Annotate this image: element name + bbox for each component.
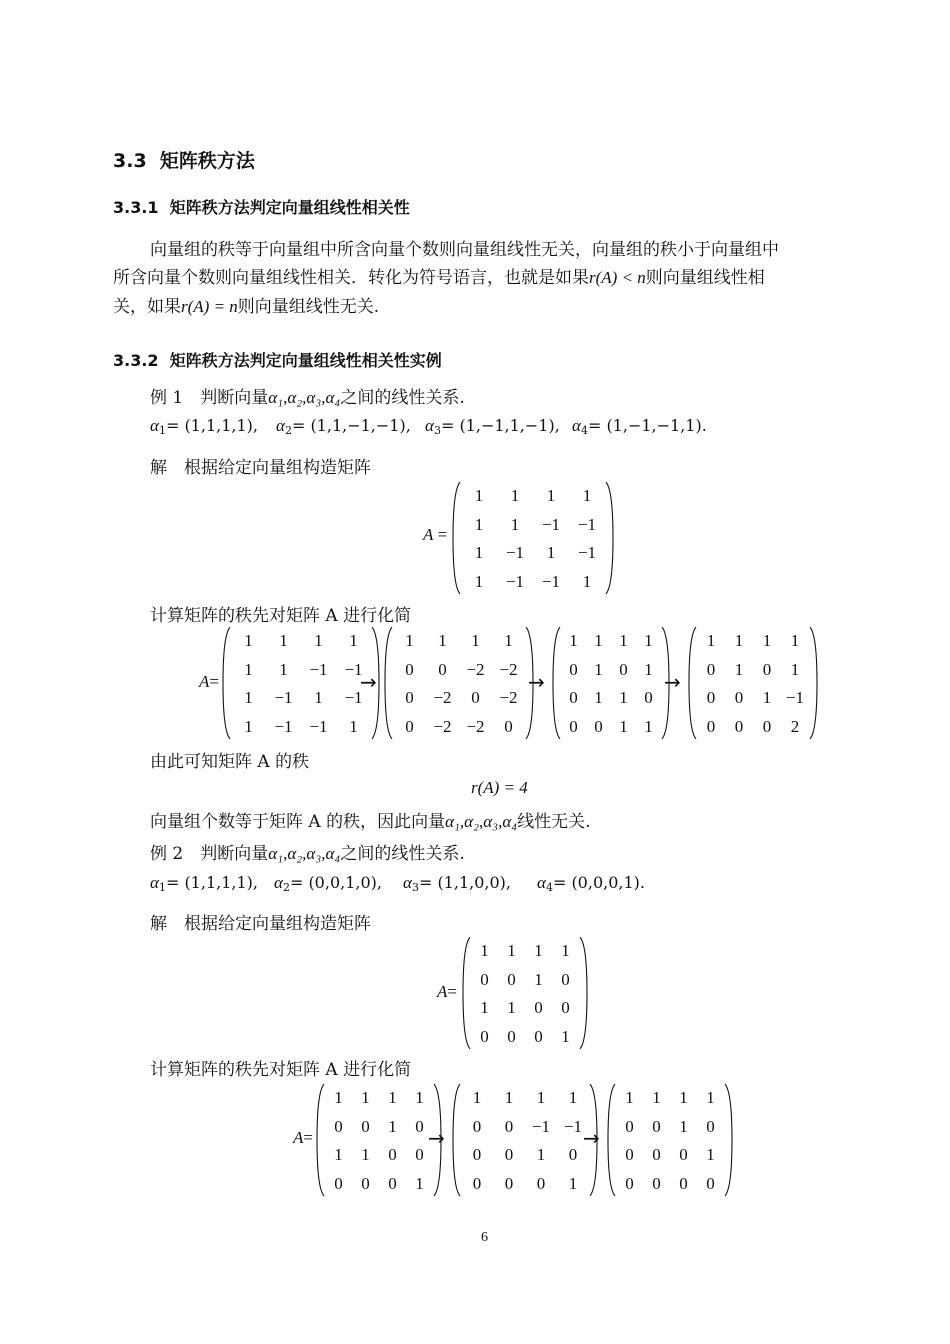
vector-vars: α₁,α₂,α₃,α₄ bbox=[268, 844, 341, 863]
ex1-vector-4: $\alpha_4= (1,-1,-1,1)$. bbox=[572, 416, 707, 437]
matrix-cell: 0 bbox=[706, 1173, 715, 1193]
matrix-cell: −1 bbox=[344, 659, 363, 679]
matrix-cell: 0 bbox=[334, 1116, 343, 1136]
matrix-grid bbox=[471, 936, 579, 1050]
matrix-grid bbox=[325, 1083, 433, 1197]
matrix-cell: 1 bbox=[474, 571, 484, 591]
matrix-cell: −1 bbox=[577, 514, 597, 534]
left-paren bbox=[452, 481, 461, 595]
matrix-cell: 1 bbox=[561, 1026, 570, 1046]
matrix-cell: 1 bbox=[534, 941, 543, 960]
subsection-number: 3.3.2 bbox=[113, 351, 159, 370]
matrix-cell: 1 bbox=[472, 1088, 482, 1107]
matrix-cell: −2 bbox=[433, 688, 452, 707]
matrix-grid bbox=[393, 626, 525, 740]
matrix-label: A = bbox=[423, 525, 448, 544]
matrix-cell: −1 bbox=[309, 716, 328, 736]
matrix-cell: 1 bbox=[594, 688, 603, 707]
example-1-heading bbox=[150, 384, 465, 412]
matrix-cell: 1 bbox=[619, 716, 628, 736]
matrix-cell: −1 bbox=[563, 1116, 583, 1136]
example-2-heading bbox=[150, 840, 465, 868]
matrix-grid bbox=[461, 1083, 589, 1197]
matrix-cell: 0 bbox=[405, 659, 414, 679]
ex1-vector-2: $\alpha_2= (1,1,-1,-1)$, bbox=[276, 416, 411, 437]
matrix-cell: 1 bbox=[388, 1116, 397, 1136]
matrix-grid bbox=[231, 626, 371, 740]
section-title: 矩阵秩方法 bbox=[159, 150, 255, 172]
matrix-cell: 0 bbox=[625, 1145, 634, 1164]
matrix-cell: 0 bbox=[762, 716, 772, 736]
matrix-cell: −1 bbox=[505, 571, 525, 591]
ex2-step-1 bbox=[452, 1083, 598, 1197]
matrix-cell: −1 bbox=[541, 514, 561, 534]
matrix-cell: 1 bbox=[536, 1145, 546, 1164]
matrix-cell: 0 bbox=[504, 1173, 514, 1193]
rank-inequality: r(A) < n bbox=[589, 268, 646, 287]
matrix-cell: 1 bbox=[244, 688, 253, 707]
matrix-cell: 0 bbox=[679, 1173, 688, 1193]
matrix-cell: 0 bbox=[706, 659, 716, 679]
matrix-cell: 1 bbox=[679, 1088, 688, 1107]
matrix-cell: 1 bbox=[619, 688, 628, 707]
matrix-cell: 0 bbox=[536, 1173, 546, 1193]
ex1-vector-1: $\alpha_1= (1,1,1,1)$, bbox=[150, 416, 258, 437]
matrix-cell: 1 bbox=[361, 1088, 370, 1107]
matrix-label: A= bbox=[199, 672, 219, 691]
matrix-cell: 1 bbox=[480, 998, 489, 1017]
ex1-matrix bbox=[452, 481, 614, 595]
matrix-cell: 1 bbox=[762, 688, 772, 707]
matrix-cell: 1 bbox=[510, 486, 520, 505]
para-text: 则向量组线性相 bbox=[645, 268, 765, 288]
matrix-cell: 0 bbox=[561, 998, 570, 1017]
ex2-vector-3: $\alpha_3= (1,1,0,0)$, bbox=[403, 873, 511, 894]
matrix-cell: 1 bbox=[415, 1088, 424, 1107]
matrix-cell: −1 bbox=[531, 1116, 551, 1136]
matrix-cell: 1 bbox=[314, 631, 323, 650]
right-paren bbox=[579, 936, 588, 1050]
matrix-cell: 1 bbox=[594, 631, 603, 650]
matrix-cell: 1 bbox=[619, 631, 628, 650]
ex1-solve: 解 根据给定向量组构造矩阵 bbox=[150, 458, 371, 478]
arrow-icon: → bbox=[583, 1126, 600, 1150]
example-tail: 之间的线性关系. bbox=[340, 388, 465, 408]
matrix-cell: 1 bbox=[568, 1173, 578, 1193]
rank-equality: r(A) = n bbox=[181, 297, 238, 316]
para-line-3 bbox=[113, 293, 379, 321]
matrix-cell: 0 bbox=[734, 688, 744, 707]
matrix-cell: 0 bbox=[569, 659, 578, 679]
matrix-cell: 1 bbox=[790, 659, 800, 679]
matrix-cell: 1 bbox=[568, 1088, 578, 1107]
ex2-step-2 bbox=[607, 1083, 733, 1197]
matrix-cell: 0 bbox=[415, 1145, 424, 1164]
matrix-cell: 0 bbox=[569, 716, 578, 736]
matrix-cell: 1 bbox=[546, 486, 556, 505]
matrix-cell: 0 bbox=[480, 1026, 489, 1046]
subsection-heading-1 bbox=[113, 195, 410, 218]
matrix-cell: −2 bbox=[433, 716, 452, 736]
matrix-cell: 1 bbox=[679, 1116, 688, 1136]
matrix-cell: 0 bbox=[504, 1145, 514, 1164]
matrix-cell: 1 bbox=[652, 1088, 661, 1107]
matrix-cell: 1 bbox=[569, 631, 578, 650]
matrix-cell: 2 bbox=[790, 716, 800, 736]
matrix-cell: 1 bbox=[536, 1088, 546, 1107]
matrix-cell: 0 bbox=[762, 659, 772, 679]
ex2-vector-1: $\alpha_1= (1,1,1,1)$, bbox=[150, 873, 258, 894]
left-paren bbox=[688, 626, 697, 740]
matrix-cell: −2 bbox=[499, 659, 518, 679]
matrix-cell: 0 bbox=[472, 1145, 482, 1164]
matrix-cell: 0 bbox=[652, 1145, 661, 1164]
right-paren bbox=[605, 481, 614, 595]
matrix-cell: 1 bbox=[644, 631, 653, 650]
matrix-cell: 0 bbox=[534, 1026, 543, 1046]
conclusion-text: 向量组个数等于矩阵 A 的秩，因此向量 bbox=[150, 812, 446, 832]
matrix-cell: 0 bbox=[507, 969, 516, 989]
matrix-cell: 0 bbox=[504, 1116, 514, 1136]
matrix-cell: 0 bbox=[734, 716, 744, 736]
matrix-cell: −2 bbox=[499, 688, 518, 707]
right-paren bbox=[724, 1083, 733, 1197]
matrix-cell: 1 bbox=[644, 659, 653, 679]
vector-value: (1,1,1,1) bbox=[184, 873, 253, 892]
matrix-cell: 1 bbox=[582, 571, 592, 591]
matrix-cell: 1 bbox=[706, 1145, 715, 1164]
matrix-cell: 1 bbox=[244, 716, 253, 736]
matrix-cell: 1 bbox=[734, 659, 744, 679]
matrix-cell: −1 bbox=[785, 688, 805, 707]
matrix-cell: 0 bbox=[388, 1173, 397, 1193]
matrix-cell: 0 bbox=[569, 688, 578, 707]
matrix-cell: 0 bbox=[507, 1026, 516, 1046]
matrix-cell: 0 bbox=[472, 1116, 482, 1136]
matrix-cell: 1 bbox=[790, 631, 800, 650]
matrix-cell: 1 bbox=[510, 514, 520, 534]
matrix-cell: −2 bbox=[466, 659, 485, 679]
vector-value: (1,−1,−1,1) bbox=[606, 416, 702, 435]
matrix-cell: 0 bbox=[652, 1116, 661, 1136]
matrix-cell: 0 bbox=[679, 1145, 688, 1164]
matrix-cell: 1 bbox=[507, 998, 516, 1017]
subsection-title: 矩阵秩方法判定向量组线性相关性实例 bbox=[169, 351, 442, 370]
right-paren bbox=[809, 626, 818, 740]
example-tail: 之间的线性关系. bbox=[340, 844, 465, 864]
matrix-cell: 1 bbox=[546, 543, 556, 562]
matrix-cell: 0 bbox=[405, 688, 414, 707]
matrix-cell: 1 bbox=[349, 716, 358, 736]
left-paren bbox=[462, 936, 471, 1050]
matrix-cell: 1 bbox=[706, 631, 716, 650]
matrix-cell: 0 bbox=[706, 688, 716, 707]
matrix-cell: 1 bbox=[474, 543, 484, 562]
matrix-cell: 1 bbox=[504, 1088, 514, 1107]
ex1-reduce-text: 计算矩阵的秩先对矩阵 A 进行化简 bbox=[150, 606, 412, 626]
matrix-label: A= bbox=[437, 982, 457, 1001]
matrix-cell: 1 bbox=[388, 1088, 397, 1107]
matrix-cell: 0 bbox=[625, 1173, 634, 1193]
matrix-cell: 0 bbox=[625, 1116, 634, 1136]
matrix-grid bbox=[461, 481, 605, 595]
left-paren bbox=[552, 626, 561, 740]
ex2-step-0 bbox=[316, 1083, 442, 1197]
matrix-cell: 0 bbox=[472, 1173, 482, 1193]
vector-vars: α₁,α₂,α₃,α₄ bbox=[268, 388, 341, 407]
ex2-solve: 解 根据给定向量组构造矩阵 bbox=[150, 914, 371, 934]
vector-vars: α₁,α₂,α₃,α₄ bbox=[445, 812, 518, 831]
matrix-cell: 1 bbox=[644, 716, 653, 736]
matrix-cell: 1 bbox=[582, 486, 592, 505]
matrix-cell: 0 bbox=[644, 688, 653, 707]
matrix-grid bbox=[561, 626, 661, 740]
matrix-cell: 1 bbox=[405, 631, 414, 650]
matrix-cell: 1 bbox=[361, 1145, 370, 1164]
left-paren bbox=[384, 626, 393, 740]
ex2-matrix bbox=[462, 936, 588, 1050]
ex1-step-3 bbox=[688, 626, 818, 740]
matrix-cell: 1 bbox=[762, 631, 772, 650]
left-paren bbox=[222, 626, 231, 740]
left-paren bbox=[316, 1083, 325, 1197]
matrix-cell: 1 bbox=[561, 941, 570, 960]
matrix-cell: 1 bbox=[480, 941, 489, 960]
matrix-cell: 0 bbox=[706, 1116, 715, 1136]
ex1-rank-text: 由此可知矩阵 A 的秩 bbox=[150, 752, 310, 772]
para-text: 则向量组线性无关. bbox=[237, 297, 380, 317]
subsection-heading-2 bbox=[113, 348, 442, 371]
matrix-cell: 0 bbox=[561, 969, 570, 989]
arrow-icon: → bbox=[528, 670, 545, 694]
arrow-icon: → bbox=[664, 670, 681, 694]
subsection-title: 矩阵秩方法判定向量组线性相关性 bbox=[169, 198, 410, 217]
matrix-cell: 0 bbox=[534, 998, 543, 1017]
section-number: 3.3 bbox=[113, 150, 147, 172]
para-line-2 bbox=[113, 264, 765, 292]
matrix-cell: −1 bbox=[274, 716, 293, 736]
matrix-cell: 1 bbox=[471, 631, 480, 650]
matrix-cell: 0 bbox=[594, 716, 603, 736]
matrix-cell: 1 bbox=[734, 631, 744, 650]
ex1-vector-3: $\alpha_3= (1,-1,1,-1)$, bbox=[425, 416, 560, 437]
matrix-cell: 1 bbox=[534, 969, 543, 989]
ex1-conclusion bbox=[150, 808, 591, 836]
matrix-cell: 1 bbox=[507, 941, 516, 960]
matrix-cell: 1 bbox=[334, 1088, 343, 1107]
matrix-cell: 0 bbox=[388, 1145, 397, 1164]
matrix-cell: 0 bbox=[706, 716, 716, 736]
matrix-cell: 1 bbox=[474, 486, 484, 505]
vector-value: (1,1,−1,−1) bbox=[310, 416, 406, 435]
matrix-cell: 1 bbox=[279, 659, 288, 679]
para-line-1: 向量组的秩等于向量组中所含向量个数则向量组线性无关，向量组的秩小于向量组中 bbox=[150, 240, 779, 260]
matrix-cell: 1 bbox=[244, 631, 253, 650]
matrix-cell: 1 bbox=[415, 1173, 424, 1193]
vector-value: (0,0,0,1) bbox=[571, 873, 640, 892]
matrix-cell: 0 bbox=[361, 1116, 370, 1136]
subsection-number: 3.3.1 bbox=[113, 198, 159, 217]
matrix-cell: 1 bbox=[244, 659, 253, 679]
matrix-cell: 0 bbox=[405, 716, 414, 736]
matrix-grid bbox=[697, 626, 809, 740]
matrix-cell: 0 bbox=[504, 716, 513, 736]
ex1-step-1 bbox=[384, 626, 534, 740]
matrix-cell: 1 bbox=[349, 631, 358, 650]
matrix-cell: −2 bbox=[466, 716, 485, 736]
ex1-step-2 bbox=[552, 626, 670, 740]
vector-value: (1,−1,1,−1) bbox=[459, 416, 555, 435]
matrix-cell: −1 bbox=[274, 688, 293, 707]
left-paren bbox=[607, 1083, 616, 1197]
para-text: 所含向量个数则向量组线性相关．转化为符号语言，也就是如果 bbox=[113, 268, 589, 288]
matrix-cell: 0 bbox=[568, 1145, 578, 1164]
matrix-cell: 1 bbox=[279, 631, 288, 650]
matrix-cell: 1 bbox=[504, 631, 513, 650]
matrix-cell: 1 bbox=[474, 514, 484, 534]
matrix-label: A= bbox=[293, 1128, 313, 1147]
matrix-cell: 0 bbox=[652, 1173, 661, 1193]
section-heading bbox=[113, 146, 255, 173]
conclusion-text: 线性无关. bbox=[517, 812, 591, 832]
matrix-cell: 0 bbox=[438, 659, 447, 679]
para-text: 关，如果 bbox=[113, 297, 181, 317]
matrix-cell: 0 bbox=[415, 1116, 424, 1136]
matrix-cell: −1 bbox=[505, 543, 525, 562]
matrix-cell: 0 bbox=[619, 659, 628, 679]
ex1-rank-formula: r(A) = 4 bbox=[471, 778, 528, 797]
vector-value: (0,0,1,0) bbox=[308, 873, 377, 892]
matrix-cell: 1 bbox=[706, 1088, 715, 1107]
matrix-cell: 0 bbox=[480, 969, 489, 989]
matrix-cell: 1 bbox=[334, 1145, 343, 1164]
matrix-cell: 1 bbox=[625, 1088, 634, 1107]
example-label: 例 2 判断向量 bbox=[150, 844, 269, 864]
matrix-cell: −1 bbox=[577, 543, 597, 562]
matrix-cell: −1 bbox=[541, 571, 561, 591]
left-paren bbox=[452, 1083, 461, 1197]
matrix-grid bbox=[616, 1083, 724, 1197]
arrow-icon: → bbox=[428, 1126, 445, 1150]
matrix-cell: −1 bbox=[309, 659, 328, 679]
matrix-cell: −1 bbox=[344, 688, 363, 707]
matrix-cell: 1 bbox=[594, 659, 603, 679]
vector-value: (1,1,1,1) bbox=[184, 416, 253, 435]
ex1-step-0 bbox=[222, 626, 380, 740]
ex2-vector-4: $\alpha_4= (0,0,0,1)$. bbox=[537, 873, 645, 894]
matrix-cell: 1 bbox=[438, 631, 447, 650]
matrix-cell: 0 bbox=[361, 1173, 370, 1193]
arrow-icon: → bbox=[360, 670, 377, 694]
page-number: 6 bbox=[481, 1230, 488, 1245]
matrix-cell: 1 bbox=[314, 688, 323, 707]
example-label: 例 1 判断向量 bbox=[150, 388, 269, 408]
ex2-reduce-text: 计算矩阵的秩先对矩阵 A 进行化简 bbox=[150, 1060, 412, 1080]
matrix-cell: 0 bbox=[334, 1173, 343, 1193]
vector-value: (1,1,0,0) bbox=[437, 873, 506, 892]
ex2-vector-2: $\alpha_2= (0,0,1,0)$, bbox=[274, 873, 382, 894]
matrix-cell: 0 bbox=[471, 688, 480, 707]
